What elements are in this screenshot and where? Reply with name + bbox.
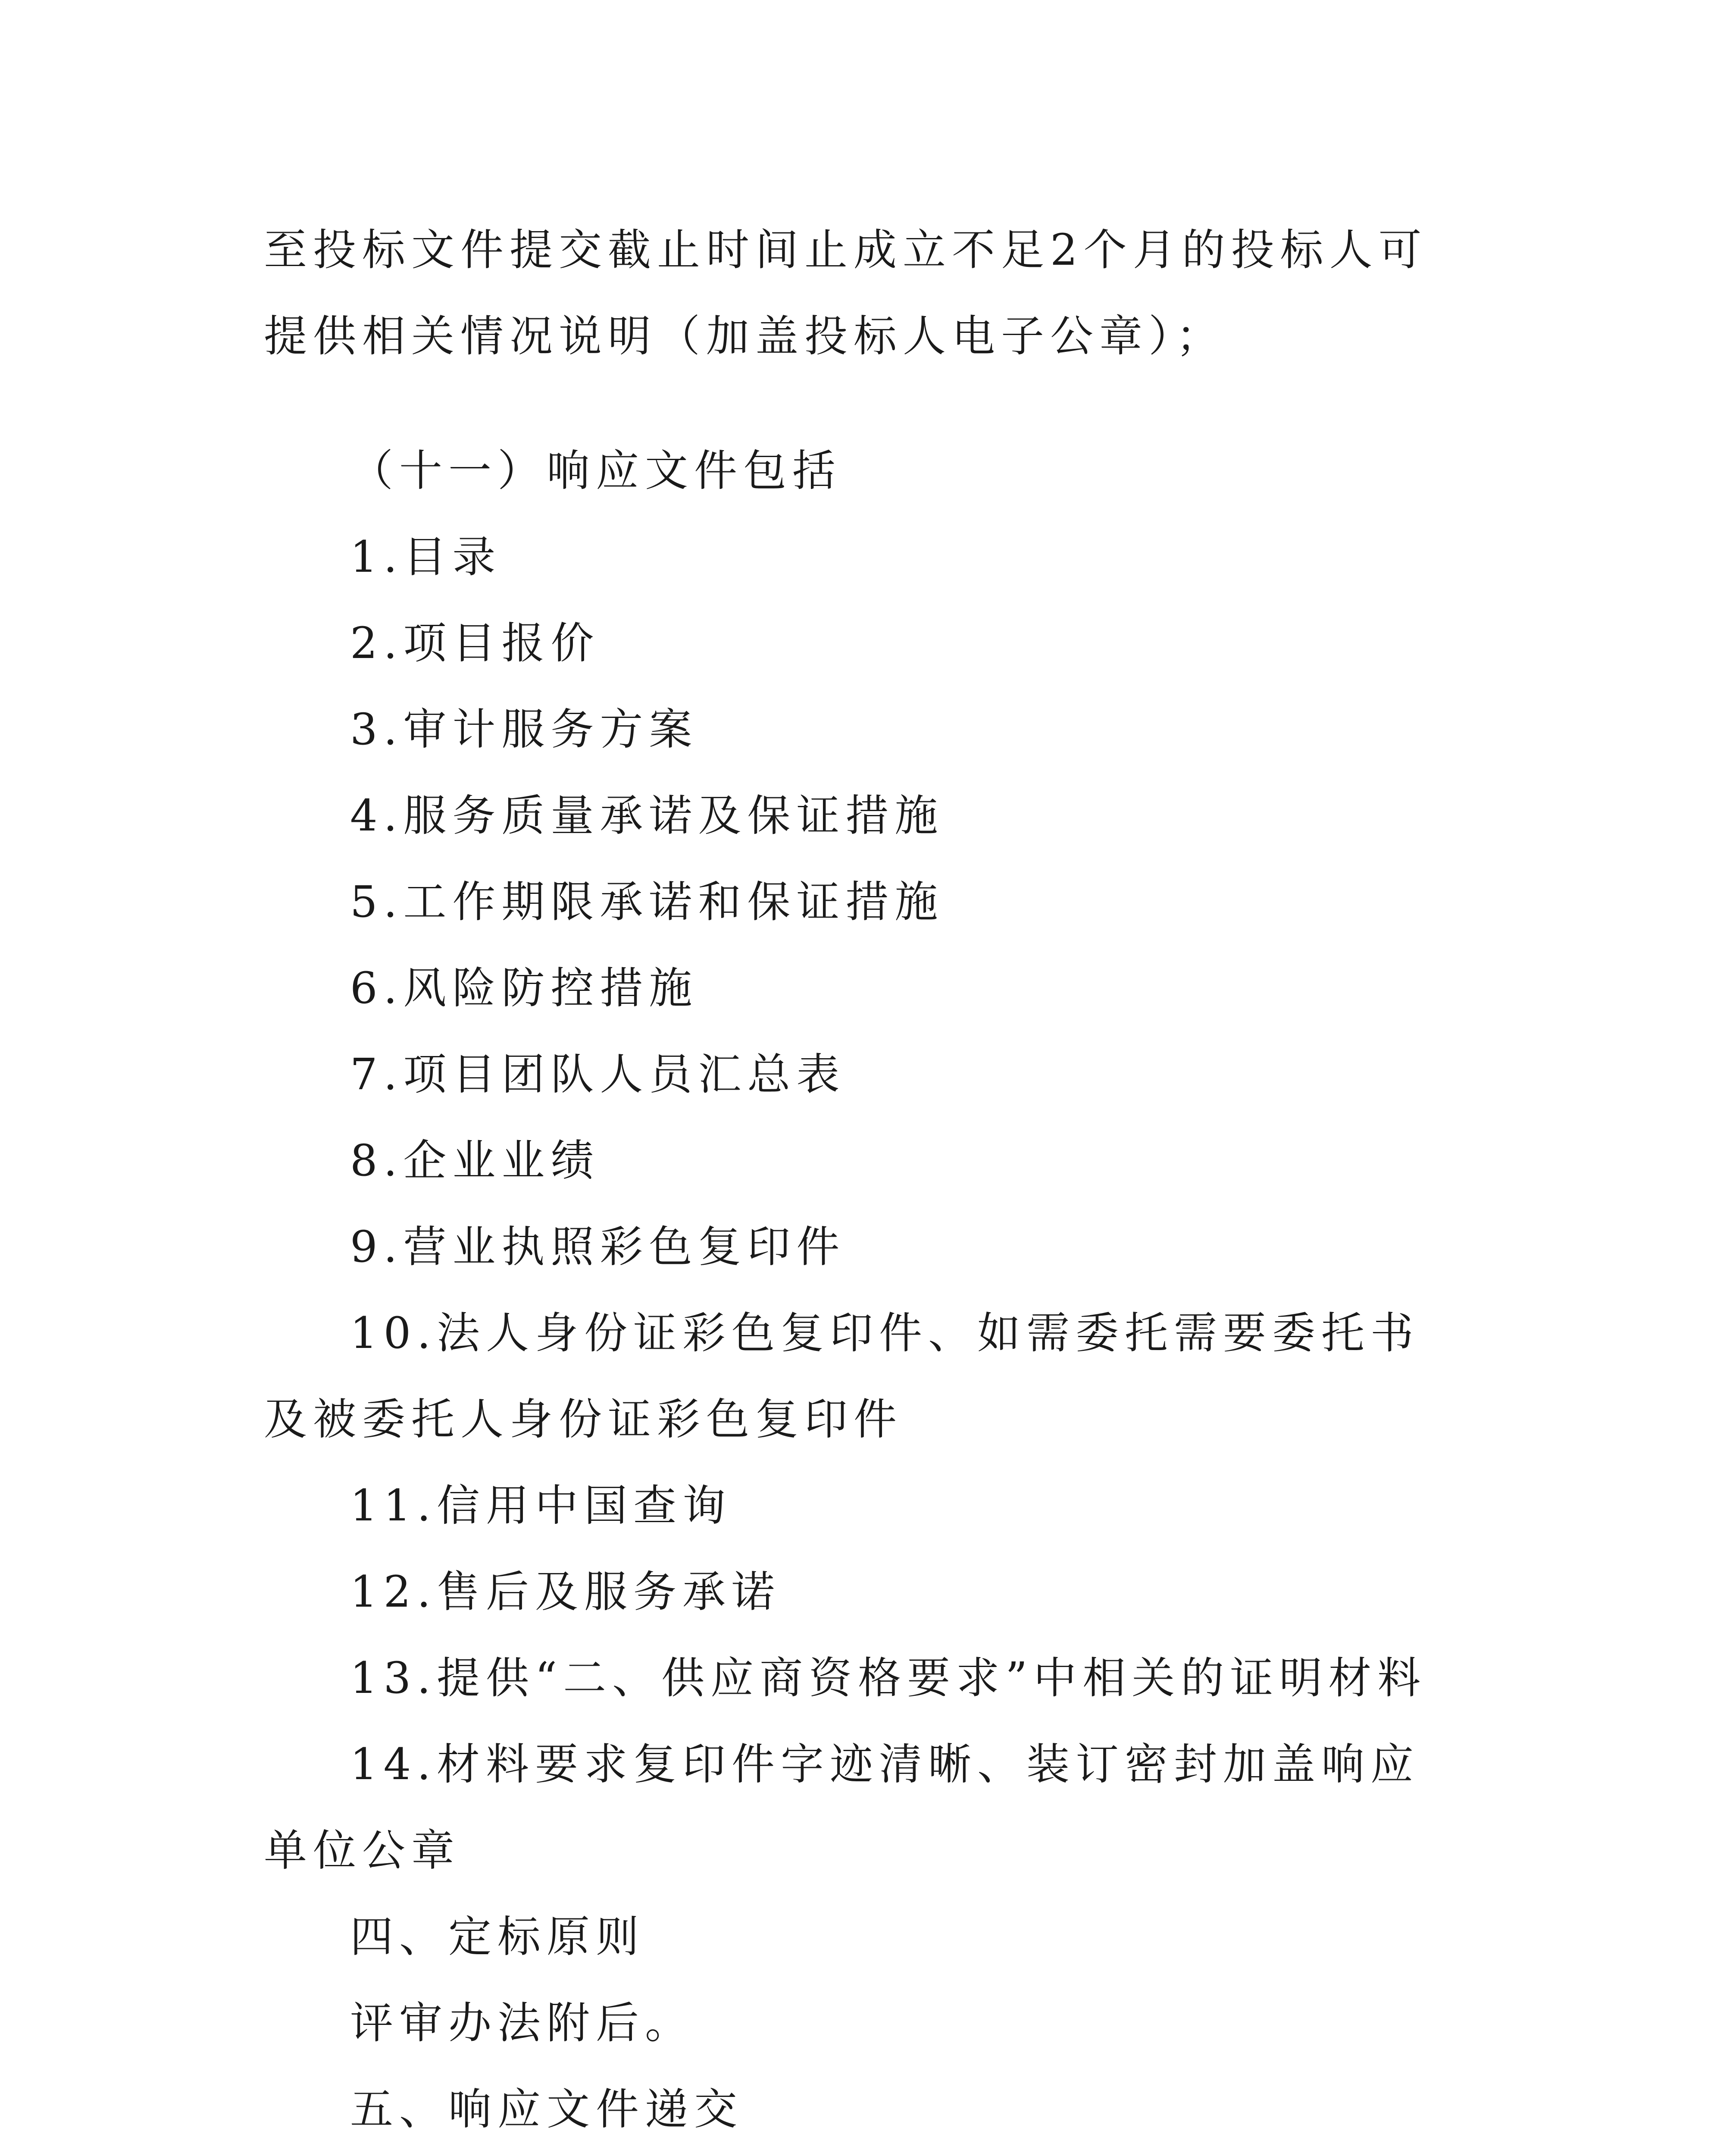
list-item: 8.企业业绩 xyxy=(350,1135,600,1186)
list-item: 9.营业执照彩色复印件 xyxy=(350,1222,846,1272)
list-item: 7.项目团队人员汇总表 xyxy=(350,1049,846,1100)
list-item: 2.项目报价 xyxy=(350,618,600,668)
document-body xyxy=(264,207,1467,2153)
section-heading-award-principle: 四、定标原则 xyxy=(350,1912,645,1962)
list-item: 10.法人身份证彩色复印件、如需委托需要委托书及被委托人身份证彩色复印件 xyxy=(264,1308,1420,1445)
list-item: 5.工作期限承诺和保证措施 xyxy=(350,877,944,927)
paragraph-bidder-statement: 至投标文件提交截止时间止成立不足2个月的投标人可提供相关情况说明（加盖投标人电子公章）； xyxy=(264,225,1428,361)
list-item: 11.信用中国查询 xyxy=(350,1480,732,1531)
list-item: 12.售后及服务承诺 xyxy=(350,1567,781,1617)
list-item: 6.风险防控措施 xyxy=(350,963,698,1013)
list-item: 14.材料要求复印件字迹清晰、装订密封加盖响应单位公章 xyxy=(264,1739,1420,1876)
section-heading-response-documents: （十一）响应文件包括 xyxy=(350,445,841,496)
list-item: 3.审计服务方案 xyxy=(350,704,698,755)
section-heading-document-submission: 五、响应文件递交 xyxy=(350,2084,743,2134)
list-item: 4.服务质量承诺及保证措施 xyxy=(350,790,944,841)
paragraph-evaluation-method: 评审办法附后。 xyxy=(350,1998,694,2048)
list-item: 1.目录 xyxy=(350,532,502,582)
list-item: 13.提供“二、供应商资格要求”中相关的证明材料 xyxy=(350,1653,1427,1703)
